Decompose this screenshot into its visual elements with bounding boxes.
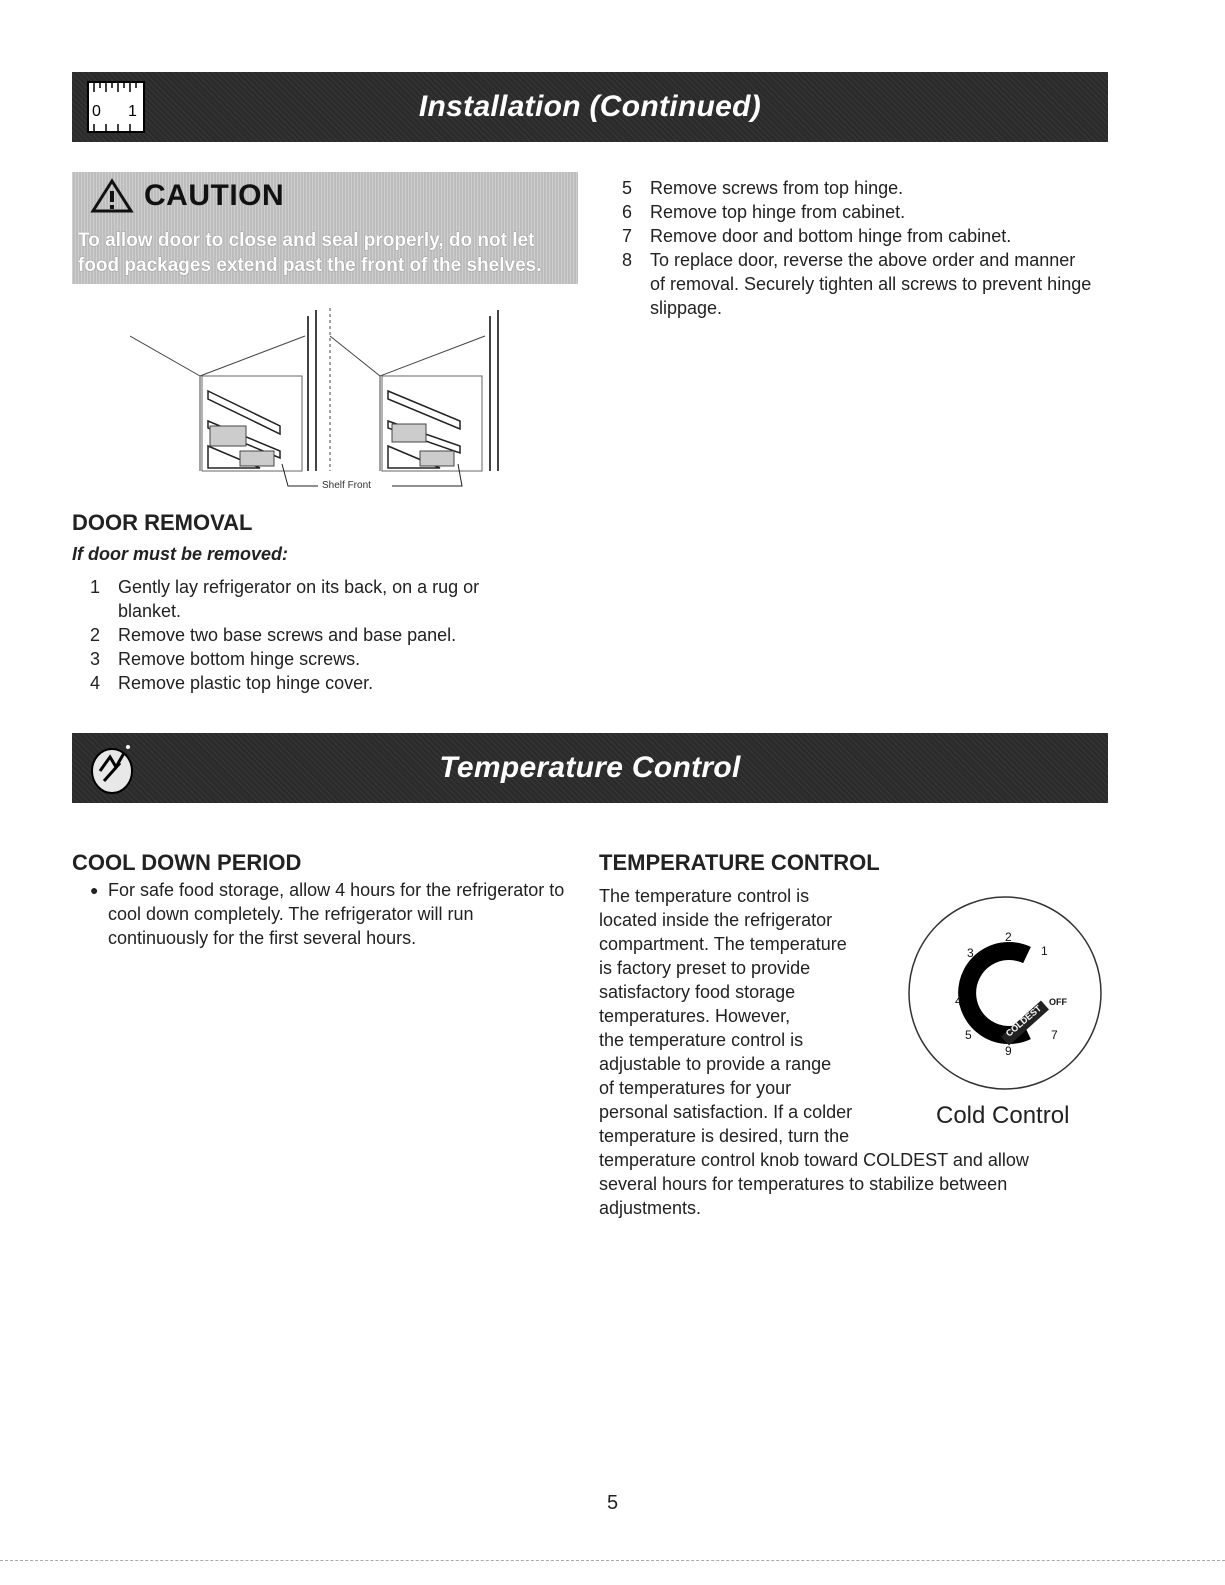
text-line: the temperature control is	[599, 1030, 804, 1050]
bullet-icon: ●	[90, 882, 99, 898]
cold-control-dial	[905, 893, 1105, 1093]
door-removal-subheading: If door must be removed:	[72, 544, 289, 564]
list-item	[622, 224, 1092, 248]
text-line: is factory preset to provide	[599, 958, 811, 978]
cold-control-label: Cold Control	[936, 1102, 1070, 1129]
text-line: compartment. The temperature	[599, 934, 847, 954]
step-number: 2	[90, 625, 101, 645]
shelf-illustration	[130, 296, 510, 496]
text-line: adjustable to provide a range	[599, 1054, 832, 1074]
text-line: temperature is desired, turn the	[599, 1126, 850, 1146]
dial-mark-7: 7	[1051, 1028, 1058, 1042]
caution-header	[72, 172, 578, 220]
temperature-banner-title: Temperature Control	[439, 751, 741, 784]
door-removal-heading: DOOR REMOVAL	[72, 510, 253, 535]
dial-mark-3: 3	[967, 946, 974, 960]
text-line: satisfactory food storage	[599, 982, 796, 1002]
installation-banner	[72, 72, 1108, 142]
page-bottom-rule	[0, 1560, 1225, 1561]
caution-title: CAUTION	[144, 179, 285, 212]
step-text: Remove screws from top hinge.	[650, 178, 904, 198]
step-text: Remove door and bottom hinge from cabinet.	[650, 226, 1012, 246]
step-text: To replace door, reverse the above order and manner of removal. Securely tighten all screws to prevent hinge slippage.	[650, 250, 1092, 318]
text-line: of temperatures for your	[599, 1078, 792, 1098]
cool-down-text: For safe food storage, allow 4 hours for the refrigerator to cool down completely. The refrigerator will run continuously for the first several hours.	[108, 880, 565, 948]
food-icon	[82, 739, 148, 797]
list-item	[90, 575, 540, 623]
list-item	[622, 248, 1092, 320]
text-line: The temperature control is	[599, 886, 810, 906]
text-line: several hours for temperatures to stabilize between	[599, 1174, 1008, 1194]
dial-coldest-label: COLDEST	[1003, 1003, 1044, 1039]
dial-mark-5: 5	[965, 1028, 972, 1042]
ruler-icon	[82, 78, 148, 136]
dial-mark-9: 9	[1005, 1044, 1012, 1058]
list-item	[90, 623, 540, 647]
text-line: temperature control knob toward COLDEST and allow	[599, 1150, 1029, 1170]
ruler-mark-1: 1	[128, 103, 137, 120]
caution-box	[72, 172, 578, 284]
cool-down-heading: COOL DOWN PERIOD	[72, 850, 302, 875]
step-text: Gently lay refrigerator on its back, on a rug or blanket.	[118, 577, 480, 621]
step-number: 1	[90, 577, 101, 597]
dial-mark-1: 1	[1041, 944, 1048, 958]
temperature-control-heading: TEMPERATURE CONTROL	[599, 850, 880, 875]
step-number: 8	[622, 250, 633, 270]
step-text: Remove top hinge from cabinet.	[650, 202, 906, 222]
text-line: located inside the refrigerator	[599, 910, 833, 930]
text-line: temperatures. However,	[599, 1006, 791, 1026]
text-line: personal satisfaction. If a colder	[599, 1102, 853, 1122]
warning-triangle-icon	[90, 178, 134, 214]
temperature-banner	[72, 733, 1108, 803]
text-line: adjustments.	[599, 1198, 702, 1218]
door-removal-steps-left	[90, 575, 540, 695]
door-removal-steps-right	[622, 176, 1092, 320]
ruler-mark-0: 0	[92, 103, 101, 120]
step-number: 3	[90, 649, 101, 669]
shelf-front-label: Shelf Front	[322, 480, 371, 491]
step-text: Remove bottom hinge screws.	[118, 649, 361, 669]
list-item	[622, 176, 1092, 200]
list-item	[622, 200, 1092, 224]
list-item	[90, 647, 540, 671]
step-number: 7	[622, 226, 633, 246]
dial-mark-2: 2	[1005, 930, 1012, 944]
step-text: Remove plastic top hinge cover.	[118, 673, 374, 693]
step-number: 5	[622, 178, 633, 198]
dial-off-label: OFF	[1049, 997, 1067, 1007]
installation-banner-title: Installation (Continued)	[418, 90, 762, 123]
step-number: 6	[622, 202, 633, 222]
page-number: 5	[606, 1492, 619, 1514]
dial-mark-4: 4	[955, 994, 962, 1008]
caution-message: To allow door to close and seal properly, do not let food packages extend past the front of the shelves.	[78, 230, 542, 276]
list-item	[90, 671, 540, 695]
step-number: 4	[90, 673, 101, 693]
step-text: Remove two base screws and base panel.	[118, 625, 457, 645]
